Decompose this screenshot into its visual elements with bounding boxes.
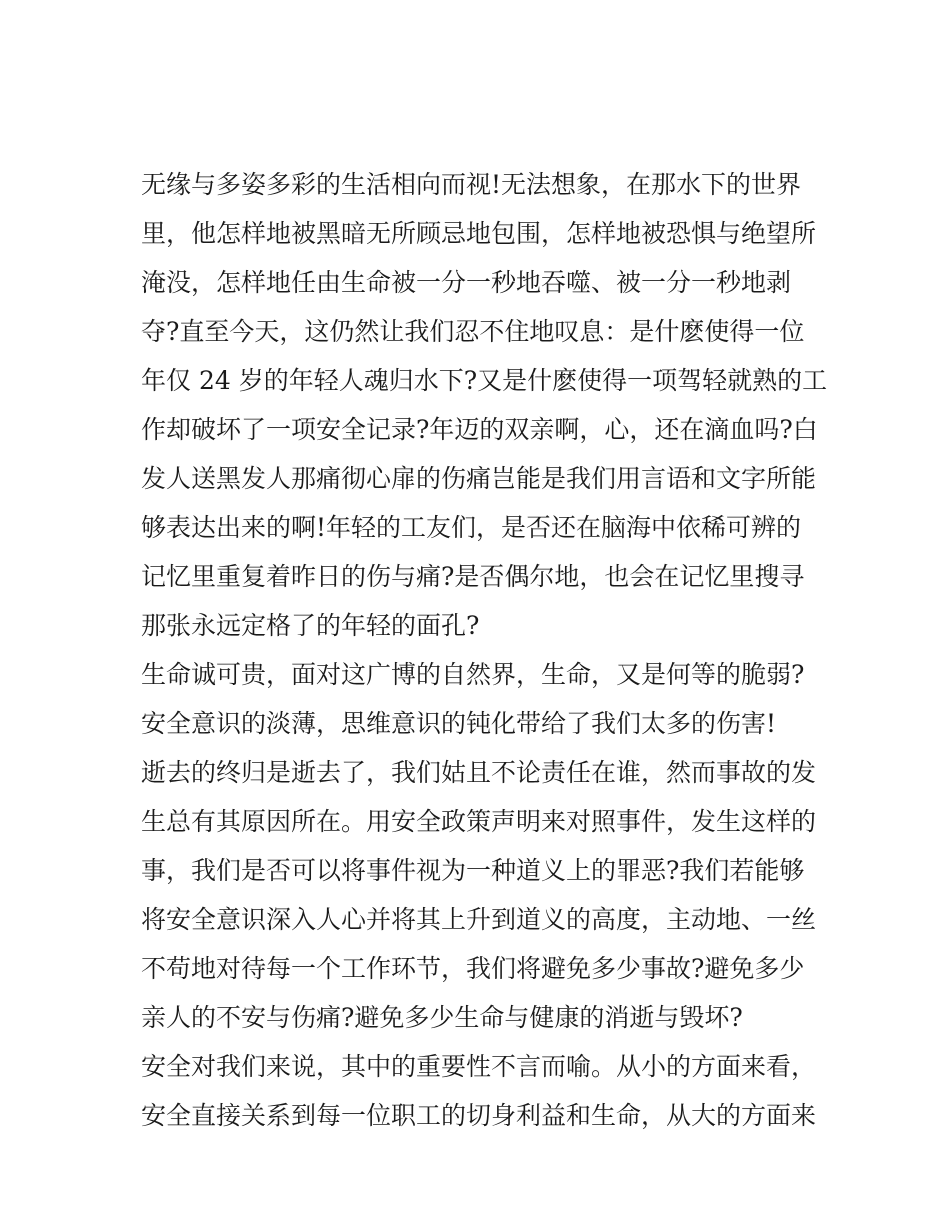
text-line-12: 安全意识的淡薄，思维意识的钝化带给了我们太多的伤害!: [141, 709, 777, 738]
text-line-2: 里，他怎样地被黑暗无所顾忌地包围，怎样地被恐惧与绝望所: [141, 219, 817, 248]
text-line-3: 淹没，怎样地任由生命被一分一秒地吞噬、被一分一秒地剥: [141, 268, 792, 297]
text-line-14: 生总有其原因所在。用安全政策声明来对照事件，发生这样的: [141, 807, 817, 836]
text-line-18: 亲人的不安与伤痛?避免多少生命与健康的消逝与毁坏?: [141, 1003, 743, 1032]
text-line-11: 生命诚可贵，面对这广博的自然界，生命，又是何等的脆弱?: [141, 660, 805, 689]
text-line-17: 不苟地对待每一个工作环节，我们将避免多少事故?避免多少: [141, 954, 805, 983]
text-line-8: 够表达出来的啊!年轻的工友们，是否还在脑海中依稀可辨的: [141, 513, 802, 542]
text-line-1: 无缘与多姿多彩的生活相向而视!无法想象，在那水下的世界: [141, 170, 802, 199]
text-line-9: 记忆里重复着昨日的伤与痛?是否偶尔地，也会在记忆里搜寻: [141, 562, 805, 591]
text-line-13: 逝去的终归是逝去了，我们姑且不论责任在谁，然而事故的发: [141, 758, 817, 787]
text-line-10: 那张永远定格了的年轻的面孔?: [141, 611, 480, 640]
text-line-15: 事，我们是否可以将事件视为一种道义上的罪恶?我们若能够: [141, 856, 805, 885]
text-line-16: 将安全意识深入人心并将其上升到道义的高度，主动地、一丝: [141, 905, 817, 934]
body-text: [141, 160, 831, 1140]
text-line-6: 作却破坏了一项安全记录?年迈的双亲啊，心，还在滴血吗?白: [141, 415, 818, 444]
text-line-4: 夺?直至今天，这仍然让我们忍不住地叹息：是什麽使得一位: [141, 317, 805, 346]
text-line-7: 发人送黑发人那痛彻心扉的伤痛岂能是我们用言语和文字所能: [141, 464, 817, 493]
text-line-5: 年仅 24 岁的年轻人魂归水下?又是什麽使得一项驾轻就熟的工: [141, 366, 828, 395]
text-line-20: 安全直接关系到每一位职工的切身利益和生命，从大的方面来: [141, 1101, 817, 1130]
text-line-19: 安全对我们来说，其中的重要性不言而喻。从小的方面来看，: [141, 1052, 817, 1081]
